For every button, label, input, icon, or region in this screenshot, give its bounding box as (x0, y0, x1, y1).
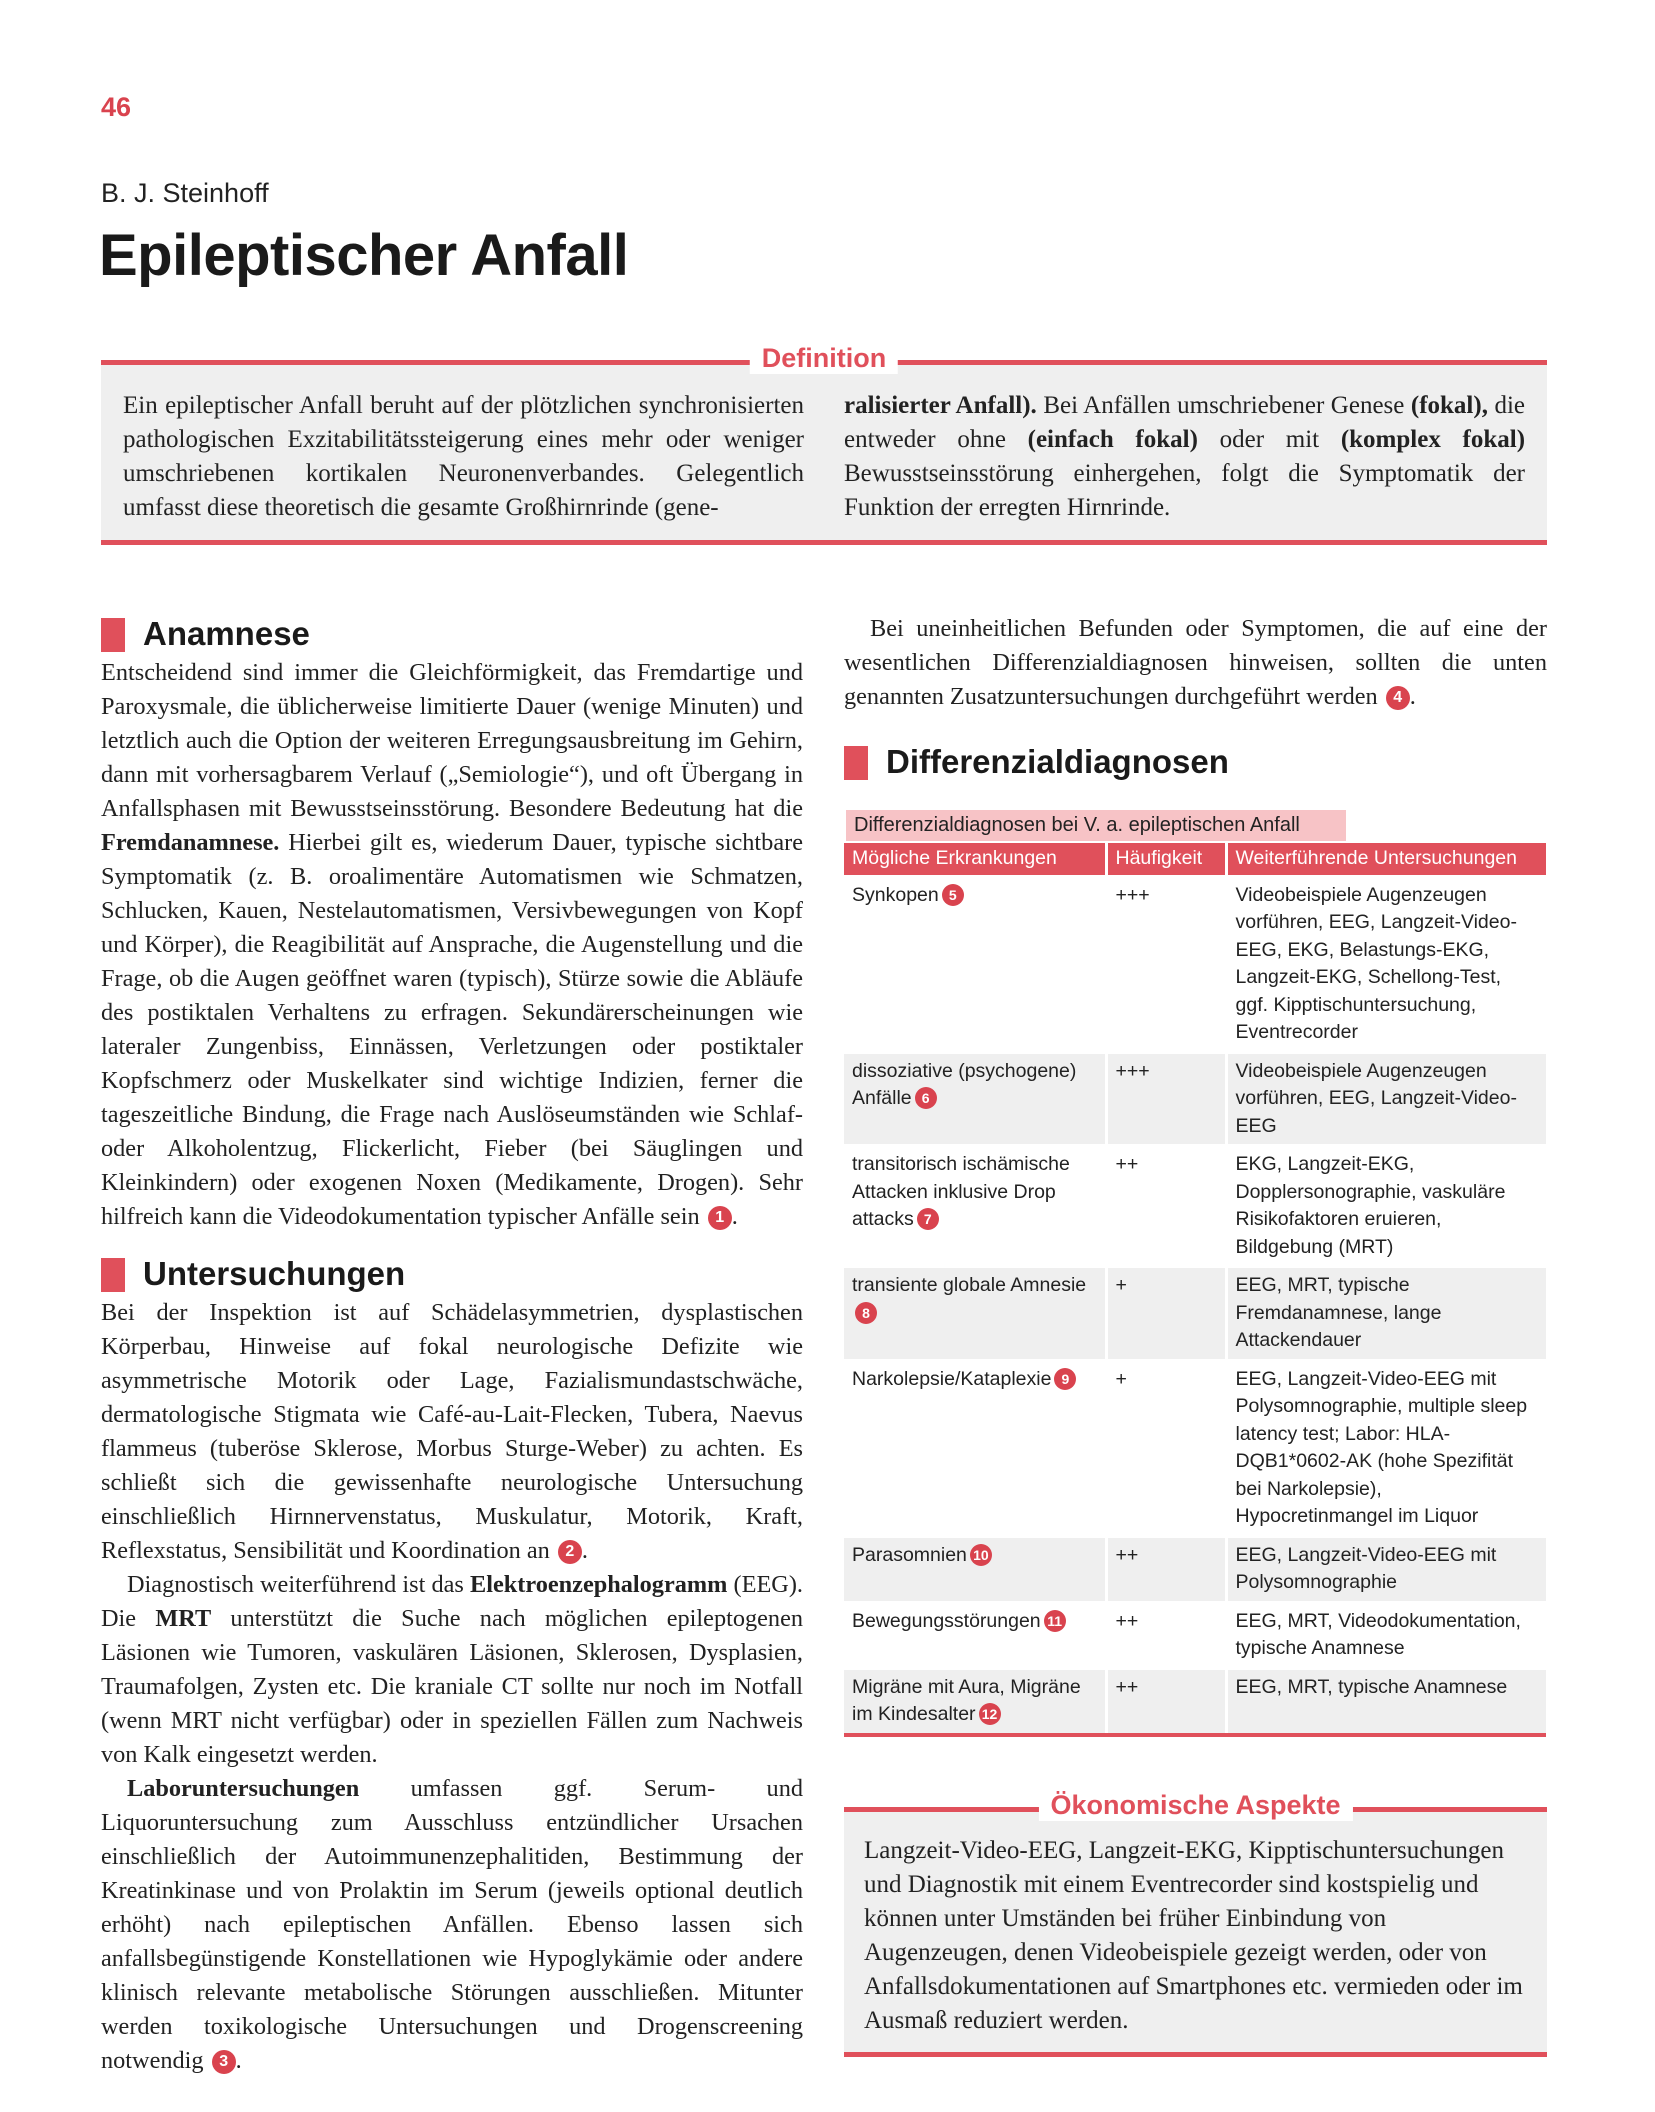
table-caption: Differenzialdiagnosen bei V. a. epileptischen Anfall (846, 810, 1346, 841)
reference-marker: 6 (915, 1087, 937, 1109)
reference-marker: 10 (970, 1544, 992, 1566)
table-header-exams: Weiterführende Untersuchungen (1226, 843, 1546, 876)
untersuchungen-paragraph-2: Diagnostisch weiterführend ist das Elektroenzephalogramm (EEG). Die MRT unterstützt die Suche nach möglichen epileptogenen Läsionen wie Tumoren, vaskulären Läsionen, Sklerosen, Dysplasien, Traumafolgen, Zysten etc. Die kraniale CT sollte nur noch im Notfall (wenn MRT nicht verfügbar) oder in speziellen Fällen zum Nachweis von Kalk eingesetzt werden. (101, 1571, 804, 1768)
table-row: Bewegungsstörungen 11 ++ EEG, MRT, Videodokumentation, typische Anamnese (844, 1602, 1546, 1668)
reference-marker: 8 (855, 1302, 877, 1324)
reference-marker: 9 (1054, 1368, 1076, 1390)
definition-text-col1: Ein epileptischer Anfall beruht auf der plötzlichen synchronisierten pathologischen Exzitabilitätssteigerung eines mehr oder weniger umschriebenen kortikalen Neuronenverbandes. Gelegentlich umfasst diese theoretisch die gesamte Großhirnrinde (gene- (123, 392, 804, 521)
reference-marker: 7 (917, 1208, 939, 1230)
anamnese-paragraph: Entscheidend sind immer die Gleichförmigkeit, das Fremdartige und Paroxysmale, die üblicherweise limitierte Dauer (wenige Minuten) und letztlich auch die Option der weiteren Erregungsausbreitung im Gehirn, dann mit vorhersagbarem Verlauf („Semiologie“), und oft Übergang in Anfallsphasen mit Bewusstseinsstörung. Besondere Bedeutung hat die Fremdanamnese. Hierbei gilt es, wiederum Dauer, typische sichtbare Symptomatik (z. B. oroalimentäre Automatismen wie Schmatzen, Schlucken, Kauen, Nestelautomatismen, Versivbewegungen von Kopf und Körper), die Reagibilität auf Ansprache, die Augenstellung und die Frage, ob die Augen geöffnet waren (typisch), Stürze sowie die Abläufe des postiktalen Verhaltens zu erfragen. Sekundärerscheinungen wie lateraler Zungenbiss, Einnässen, Verletzungen oder postiktaler Kopfschmerz oder Muskelkater sind wichtige Indizien, ferner die tageszeitliche Bindung, die Frage nach Auslöseumständen wie Schlaf- oder Alkoholentzug, Flickerlicht, Fieber (bei Säuglingen und Kleinkindern) oder exogenen Noxen (Medikamente, Drogen). Sehr hilfreich kann die Videodokumentation typischer Anfälle sein 1 . (101, 659, 803, 1230)
table-row: transitorisch ischämische Attacken inklusive Drop attacks 7 ++ EKG, Langzeit-EKG, Dopplersonographie, vaskuläre Risikofaktoren eruieren, Bildgebung (MRT) (844, 1146, 1546, 1267)
table-row: dissoziative (psychogene) Anfälle 6 +++ Videobeispiele Augenzeugen vorführen, EEG, Langzeit-Video-EEG (844, 1052, 1546, 1146)
intro-paragraph: Bei uneinheitlichen Befunden oder Symptomen, die auf eine der wesentlichen Differenzialdiagnosen hinweisen, sollten die unten genannten Zusatzuntersuchungen durchgeführt werden 4 . (844, 615, 1547, 710)
reference-marker: 11 (1044, 1610, 1066, 1632)
author: B. J. Steinhoff (101, 178, 269, 208)
right-column (844, 612, 1547, 2057)
table-header-disease: Mögliche Erkrankungen (844, 843, 1106, 876)
definition-box (101, 343, 1547, 545)
section-heading-untersuchungen: Untersuchungen (101, 1252, 803, 1296)
reference-marker: 2 (558, 1540, 582, 1564)
page-number: 46 (101, 92, 132, 122)
economic-aspects-label: Ökonomische Aspekte (1038, 1790, 1352, 1821)
definition-bold: ralisierter Anfall). (844, 392, 1037, 419)
untersuchungen-paragraph-1: Bei der Inspektion ist auf Schädelasymmetrien, dysplastischen Körperbau, Hinweise auf fokal neurologische Defizite wie asymmetrische Motorik oder Lage, Fazialismundastschwäche, dermatologische Stigmata wie Café-au-Lait-Flecken, Tubera, Naevus flammeus (tuberöse Sklerose, Morbus Sturge-Weber) zu achten. Es schließt sich die gewissenhafte neurologische Untersuchung einschließlich Hirnnervenstatus, Muskulatur, Motorik, Kraft, Reflexstatus, Sensibilität und Koordination an 2 . (101, 1299, 803, 1564)
table-row: Narkolepsie/Kataplexie 9 + EEG, Langzeit-Video-EEG mit Polysomnographie, multiple sleep latency test; Labor: HLA-DQB1*0602-AK (hohe Spezifität bei Narkolepsie), Hypocretinmangel im Liquor (844, 1360, 1546, 1536)
reference-marker: 12 (979, 1703, 1001, 1725)
definition-text-col2: ralisierter Anfall). Bei Anfällen umschriebener Genese (fokal), die entweder ohne (einfach fokal) oder mit (komplex fokal) Bewusstseinsstörung einhergehen, folgt die Symptomatik der Funktion der erregten Hirnrinde. (844, 392, 1526, 521)
table-row: Synkopen 5 +++ Videobeispiele Augenzeugen vorführen, EEG, Langzeit-Video-EEG, EKG, Belastungs-EKG, Langzeit-EKG, Schellong-Test, ggf. Kipptischuntersuchung, Eventrecorder (844, 876, 1546, 1052)
economic-aspects-box (844, 1789, 1547, 2057)
section-heading-differenzialdiagnosen: Differenzialdiagnosen (844, 740, 1547, 784)
page-title: Epileptischer Anfall (99, 223, 629, 288)
reference-marker: 5 (942, 884, 964, 906)
untersuchungen-paragraph-3: Laboruntersuchungen umfassen ggf. Serum- und Liquoruntersuchung zum Ausschluss entzündlicher Ursachen einschließlich der Autoimmunenzephalitiden, Bestimmung der Kreatinkinase und von Prolaktin im Serum (jeweils optional deutlich erhöht) nach epileptischen Anfällen. Ebenso lassen sich anfallsbegünstigende Konstellationen wie Hypoglykämie oder andere klinisch relevante metabolische Störungen ausschließen. Mitunter werden toxikologische Untersuchungen und Drogenscreening notwendig 3 . (101, 1775, 803, 2074)
economic-aspects-text: Langzeit-Video-EEG, Langzeit-EKG, Kipptischuntersuchungen und Diagnostik mit einem Eventrecorder sind kostspielig und können unter Umständen bei früher Einbindung von Augenzeugen, denen Videobeispiele gezeigt werden, oder von Anfallsdokumentationen auf Smartphones etc. vermieden oder im Ausmaß reduziert werden. (864, 1836, 1523, 2034)
table-row: transiente globale Amnesie8 + EEG, MRT, typische Fremdanamnese, lange Attackendauer (844, 1267, 1546, 1361)
left-column (101, 612, 803, 2078)
definition-label: Definition (750, 343, 898, 374)
table-row: Parasomnien 10 ++ EEG, Langzeit-Video-EEG mit Polysomnographie (844, 1536, 1546, 1602)
reference-marker: 1 (708, 1206, 732, 1230)
table-header-frequency: Häufigkeit (1106, 843, 1226, 876)
table-row: Migräne mit Aura, Migräne im Kindesalter 12 ++ EEG, MRT, typische Anamnese (844, 1668, 1546, 1735)
section-heading-anamnese: Anamnese (101, 612, 803, 656)
reference-marker: 3 (212, 2050, 236, 2074)
differential-diagnosis-table (844, 843, 1546, 1737)
reference-marker: 4 (1386, 686, 1410, 710)
